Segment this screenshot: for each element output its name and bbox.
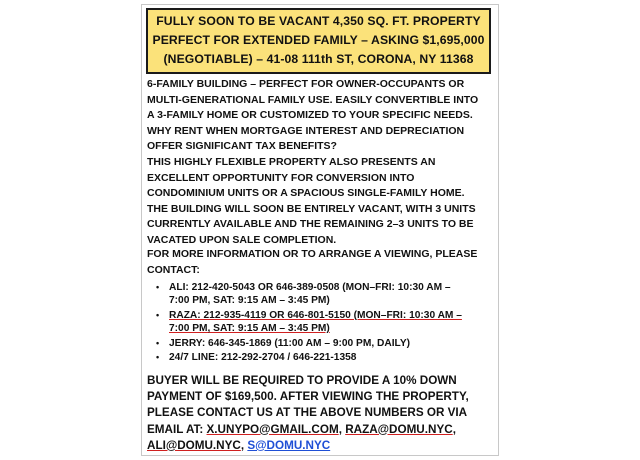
flexible-line: CURRENTLY AVAILABLE AND THE REMAINING 2–3 UNITS TO BE — [147, 218, 474, 230]
email-link-ali[interactable]: ALI@DOMU.NYC — [147, 438, 241, 452]
flexible-line: CONDOMINIUM UNITS OR A SPACIOUS SINGLE-FAMILY HOME. — [147, 187, 465, 199]
intro-line: OFFER SIGNIFICANT TAX BENEFITS? — [147, 140, 337, 152]
flexible-line: THIS HIGHLY FLEXIBLE PROPERTY ALSO PRESENTS AN — [147, 156, 436, 168]
contact-list — [147, 281, 493, 365]
email-link-raza[interactable]: RAZA@DOMU.NYC — [345, 422, 453, 436]
contact-line: 7:00 PM, SAT: 9:15 AM – 3:45 PM) — [169, 323, 330, 335]
intro-line: A 3-FAMILY HOME OR CUSTOMIZED TO YOUR SPECIFIC NEEDS. — [147, 109, 473, 121]
flexible-paragraph — [147, 155, 493, 248]
contact-item-hotline — [147, 351, 493, 364]
title-banner — [146, 8, 491, 74]
contact-intro-line: FOR MORE INFORMATION OR TO ARRANGE A VIEWING, PLEASE — [147, 248, 478, 260]
closing-email-line — [147, 422, 493, 438]
contact-line: • JERRY: 646-345-1869 (11:00 AM – 9:00 PM, DAILY) — [169, 337, 411, 349]
title-line-1: FULLY SOON TO BE VACANT 4,350 SQ. FT. PROPERTY — [156, 14, 481, 28]
contact-item-ali — [147, 281, 493, 308]
email-separator: , — [240, 438, 248, 452]
flyer-page — [141, 4, 499, 456]
intro-line: 6-FAMILY BUILDING – PERFECT FOR OWNER-OCCUPANTS OR — [147, 78, 465, 90]
closing-paragraph — [147, 373, 493, 454]
closing-email-line-2 — [147, 438, 493, 454]
title-line-2: PERFECT FOR EXTENDED FAMILY – ASKING $1,695,000 — [152, 33, 485, 47]
intro-paragraph — [147, 77, 493, 155]
contact-line: • ALI: 212-420-5043 OR 646-389-0508 (MON–FRI: 10:30 AM – — [169, 282, 451, 293]
intro-line: MULTI-GENERATIONAL FAMILY USE. EASILY CONVERTIBLE INTO — [147, 93, 479, 106]
closing-line: BUYER WILL BE REQUIRED TO PROVIDE A 10% DOWN — [147, 374, 457, 387]
contact-intro-line: CONTACT: — [147, 263, 200, 276]
contact-line: 7:00 PM, SAT: 9:15 AM – 3:45 PM) — [169, 295, 330, 307]
flexible-line: EXCELLENT OPPORTUNITY FOR CONVERSION INTO — [147, 171, 415, 184]
email-link-s[interactable]: S@DOMU.NYC — [247, 438, 331, 452]
email-prefix: EMAIL AT: — [147, 422, 207, 436]
title-line-3: (NEGOTIABLE) – 41-08 111th ST, CORONA, NY 11368 — [163, 52, 474, 66]
intro-line: WHY RENT WHEN MORTGAGE INTEREST AND DEPRECIATION — [147, 124, 465, 137]
flexible-line: VACATED UPON SALE COMPLETION. — [147, 233, 337, 246]
closing-line: PAYMENT OF $169,500. AFTER VIEWING THE PROPERTY, — [147, 390, 469, 404]
email-separator: , — [452, 422, 456, 436]
contact-line: • RAZA: 212-935-4119 OR 646-801-5150 (MON–FRI: 10:30 AM – — [169, 309, 462, 321]
email-link-xunypo[interactable]: X.UNYPO@GMAIL.COM — [206, 422, 339, 436]
contact-item-jerry — [147, 337, 493, 350]
closing-line: PLEASE CONTACT US AT THE ABOVE NUMBERS OR VIA — [147, 406, 468, 420]
flexible-line: THE BUILDING WILL SOON BE ENTIRELY VACANT, WITH 3 UNITS — [147, 202, 476, 215]
contact-intro-paragraph — [147, 247, 493, 278]
contact-item-raza — [147, 309, 493, 336]
email-separator: , — [338, 422, 346, 436]
contact-line: • 24/7 LINE: 212-292-2704 / 646-221-1358 — [169, 352, 357, 364]
